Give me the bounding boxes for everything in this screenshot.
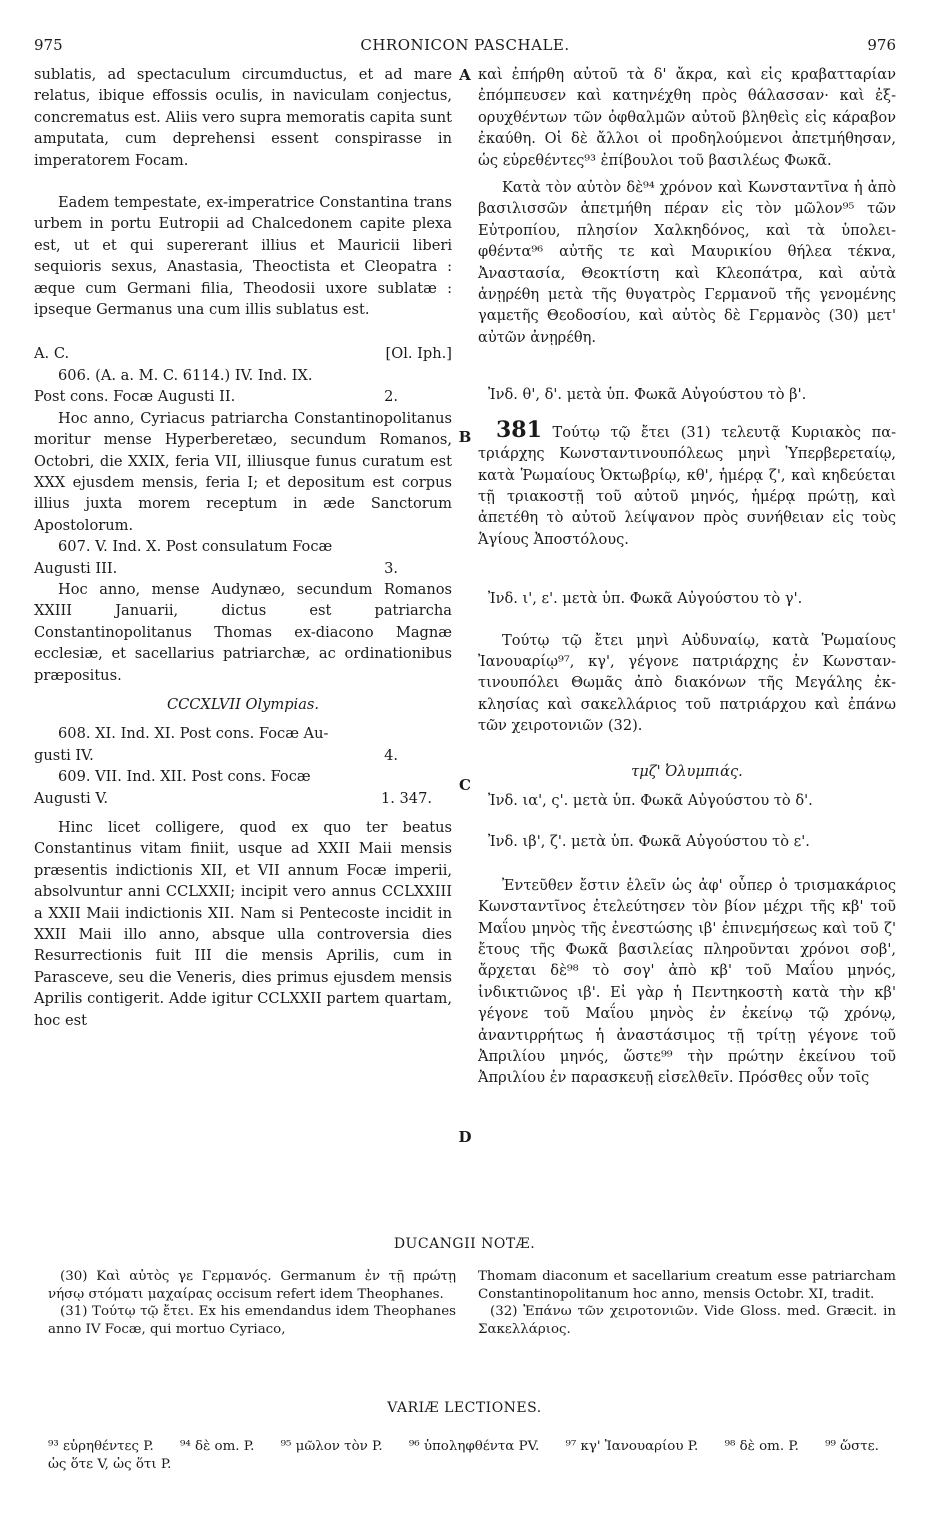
running-header xyxy=(34,36,896,58)
greek-indiction-3: Ἰνδ. ια', ς'. μετὰ ὑπ. Φωκᾶ Αὐγούστου τὸ δ'. xyxy=(488,791,813,809)
section-number-381: 381 xyxy=(496,416,542,443)
greek-paragraph-2: Κατὰ τὸν αὐτὸν δὲ⁹⁴ χρόνον καὶ Κωνσταντῖνα ἡ ἀπὸ βασιλισσῶν ἀπετμήθη πέραν εἰς τὸν μῶλον⁹⁵ τῶν Εὐτροπίου, πλησίον Χαλκηδόνος, καὶ τὰ ὑπολειφθέντα⁹⁶ αὐτῆς τε καὶ Μαυρικίου θήλεα τέκνα, Ἀναστασία, Θεοκτίστη καὶ Κλεοπάτρα, καὶ αὐτὰ ἀνῃρέθη μετὰ τῆς θυγατρὸς Γερμανοῦ τῆς γενομένης γαμετῆς Θεοδοσίου, καὶ αὐτὸς δὲ Γερμανὸς (30) μετ' αὐτῶν ἀνῃρέθη. xyxy=(478,179,896,346)
latin-paragraph-2: Eadem tempestate, ex-imperatrice Constantina trans urbem in portu Eutropii ad Chalcedonem capite plexa est, ut et qui supererant illius et Mauricii liberi sequioris sexus, Anastasia, Theoctista et Cleopatra : æque cum Germani filia, Theodosii uxore sublatæ : ipseque Germanus una cum illis sublatus est. xyxy=(34,194,452,319)
era-olympiad: [Ol. Iph.] xyxy=(385,345,452,363)
year-607-line: 607. V. Ind. X. Post consulatum Focæ xyxy=(58,538,333,556)
variae-lectiones xyxy=(48,1438,896,1474)
notes-right-column xyxy=(478,1268,896,1338)
variant-98: ⁹⁸ δὲ om. P. xyxy=(724,1439,799,1454)
olympiad-year-2: 2. xyxy=(384,388,398,406)
latin-paragraph-606: Hoc anno, Cyriacus patriarcha Constantinopolitanus moritur mense Hyperberetæo, secundum Romanos, Octobri, die XXIX, feria VII, illiusque funus curatum est XXX ejusdem mensis, feria I; et depositum est corpus illius juxta morem receptum in æde Sanctorum Apostolorum. xyxy=(34,409,452,534)
year-609-consul: Augusti V. 1. 347. xyxy=(34,788,452,809)
year-608-line: 608. XI. Ind. XI. Post cons. Focæ Au- xyxy=(58,725,329,743)
page-number-right: 976 xyxy=(867,36,896,54)
variant-93: ⁹³ εὑρηθέντες P. xyxy=(48,1439,154,1454)
latin-column xyxy=(34,64,452,1031)
variae-title: VARIÆ LECTIONES. xyxy=(387,1400,542,1416)
greek-paragraph-thomas: Τούτῳ τῷ ἔτει μηνὶ Αὐδυναίῳ, κατὰ Ῥωμαίους Ἰανουαρίῳ⁹⁷, κγ', γέγονε πατριάρχης ἐν Κωνσταντινουπόλει Θωμᾶς ἀπὸ διακόνων τῆς Μεγάλης ἐκκλησίας καὶ σακελλάριος τοῦ πατριάρχου καὶ ἐπάνω τῶν χειροτονιῶν (32). xyxy=(478,631,896,735)
margin-marker-d: D xyxy=(458,1128,472,1146)
greek-paragraph-1: καὶ ἐπήρθη αὐτοῦ τὰ δ' ἄκρα, καὶ εἰς κραβατταρίαν ἐπόμπευσεν καὶ κατηνέχθη πρὸς θάλασσαν· καὶ ἐξορυχθέντων τῶν ὀφθαλμῶν αὐτοῦ βληθεὶς εἰς κάραβον ἐκαύθη. Οἱ δὲ ἄλλοι οἱ προδηλούμενοι ἀπετμήθησαν, ὡς εὑρεθέντες⁹³ ἐπίβουλοι τοῦ βασιλέως Φωκᾶ. xyxy=(478,66,896,169)
year-606-line: 606. (A. a. M. C. 6114.) IV. Ind. IX. xyxy=(58,366,313,384)
greek-olympias-heading: τμζ' Ὀλυμπιάς. xyxy=(631,762,743,780)
greek-indiction-4: Ἰνδ. ιβ', ζ'. μετὰ ὑπ. Φωκᾶ Αὐγούστου τὸ ε'. xyxy=(488,833,810,851)
year-608-consul: gusti IV. 4. xyxy=(34,745,452,766)
latin-olympias-heading: CCCXLVII Olympias. xyxy=(166,695,320,713)
greek-column xyxy=(478,64,896,1089)
era-heading xyxy=(34,343,452,364)
olympiad-year-3: 3. xyxy=(384,559,398,577)
greek-indiction-2: Ἰνδ. ι', ε'. μετὰ ὑπ. Φωκᾶ Αὐγούστου τὸ γ'. xyxy=(488,590,803,608)
variant-96: ⁹⁶ ὑποληφθέντα PV. xyxy=(408,1439,540,1454)
variant-99: ⁹⁹ ὥστε. ὡς ὅτε V, ὡς ὅτι P. xyxy=(48,1439,879,1472)
year-609-line: 609. VII. Ind. XII. Post cons. Focæ xyxy=(58,768,311,786)
olympiad-year-4: 4. xyxy=(384,746,398,764)
margin-marker-c: C xyxy=(459,776,471,794)
greek-paragraph-381: 381 Τούτῳ τῷ ἔτει (31) τελευτᾷ Κυριακὸς πατριάρχης Κωνσταντινουπόλεως μηνὶ Ὑπερβερεταίῳ, κατὰ Ῥωμαίους Ὀκτωβρίῳ, κθ', ἡμέρᾳ ζ', καὶ κηδεύεται τῇ τριακοστῇ τοῦ αὐτοῦ μηνός, ἡμέρᾳ πρώτῃ, καὶ ἀπετέθη τὸ αὐτοῦ λείψανον πρὸς συνήθειαν εἰς τοὺς Ἁγίους Ἀποστόλους. xyxy=(478,416,896,548)
note-30: (30) Καὶ αὐτὸς γε Γερμανός. Germanum ἐν τῇ πρώτῃ νήσῳ στόματι μαχαίρας occisum refert idem Theophanes. xyxy=(48,1269,456,1302)
year-606-consul: Post cons. Focæ Augusti II. 2. xyxy=(34,386,452,407)
latin-paragraph-607: Hoc anno, mense Audynæo, secundum Romanos XXIII Januarii, dictus est patriarcha Constantinopolitanus Thomas ex-diacono Magnæ ecclesiæ, et sacellarius patriarchæ, ac ordinationibus præpositus. xyxy=(34,580,452,684)
year-607-consul: Augusti III. 3. xyxy=(34,558,452,579)
page-number-left: 975 xyxy=(34,36,63,54)
notes-title: DUCANGII NOTÆ. xyxy=(393,1236,536,1252)
margin-marker-b: B xyxy=(458,428,472,446)
latin-paragraph-final: Hinc licet colligere, quod ex quo ter beatus Constantinus vitam finiit, usque ad XXII Maii mensis præsentis indictionis XII, et VII annum Focæ imperii, absolvuntur anni CCLXXII; incipit vero annus CCLXXIII a XXII Maii indictionis XII. Nam si Pentecoste incidit in XXII Maii illo anno, absque ulla controversia dies Resurrectionis fuit III die mensis Aprilis, cum in Parasceve, seu die Veneris, dies primus ejusdem mensis Aprilis contigerit. Adde igitur CCLXXII partem quartam, hoc est xyxy=(34,819,452,1029)
greek-paragraph-final: Ἐντεῦθεν ἔστιν ἑλεῖν ὡς ἀφ' οὗπερ ὁ τρισμακάριος Κωνσταντῖνος ἐτελεύτησεν τὸν βίον μέχρι τῆς κβ' τοῦ Μαΐου μηνὸς τῆς ἐνεστώσης ιβ' ἐπινεμήσεως καὶ τοῦ ζ' ἔτους τῆς Φωκᾶ βασιλείας πληροῦνται χρόνοι σοβ', ἄρχεται δὲ⁹⁸ τὸ σογ' ἀπὸ κβ' τοῦ Μαΐου μηνός, ἰνδικτιῶνος ιβ'. Εἰ γὰρ ἡ Πεντηκοστὴ κατὰ τὴν κβ' γέγονε τοῦ Μαΐου μηνὸς ἐν ἐκείνῳ τῷ χρόνῳ, ἀναντιρρήτως ἡ ἀναστάσιμος τῇ τρίτῃ γέγονε τοῦ Ἀπριλίου μηνός, ὥστε⁹⁹ τὴν πρώτην ἐκείνου τοῦ Ἀπριλίου ἐν παρασκευῇ εἰσελθεῖν. Πρόσθες οὖν τοῖς xyxy=(478,876,896,1087)
margin-marker-a: A xyxy=(459,66,471,84)
variant-97: ⁹⁷ κγ' Ἰανουαρίου P. xyxy=(565,1439,699,1454)
latin-paragraph-1: sublatis, ad spectaculum circumductus, et ad mare relatus, ibique effossis oculis, in naviculam conjectus, concrematus est. Aliis vero supra memoratis capita sunt amputata, cum deprehensi essent conspirasse in imperatorem Focam. xyxy=(34,66,452,169)
note-31-continued: Thomam diaconum et sacellarium creatum esse patriarcham Constantinopolitanum hoc anno, mensis Octobr. XI, tradit. xyxy=(478,1269,896,1302)
greek-indiction-1: Ἰνδ. θ', δ'. μετὰ ὑπ. Φωκᾶ Αὐγούστου τὸ β'. xyxy=(488,386,807,404)
note-32: (32) Ἐπάνω τῶν χειροτονιῶν. Vide Gloss. med. Græcit. in Σακελλάριος. xyxy=(478,1304,896,1337)
variant-94: ⁹⁴ δὲ om. P. xyxy=(180,1439,255,1454)
variant-95: ⁹⁵ μῶλον τὸν P. xyxy=(280,1439,383,1454)
note-31: (31) Τούτῳ τῷ ἔτει. Ex his emendandus idem Theophanes anno IV Focæ, qui mortuo Cyriaco, xyxy=(48,1304,456,1337)
notes-left-column xyxy=(48,1268,456,1338)
era-ac: A. C. xyxy=(34,345,70,363)
olympiad-year-1-347: 1. 347. xyxy=(380,789,432,807)
running-title: CHRONICON PASCHALE. xyxy=(360,36,570,54)
